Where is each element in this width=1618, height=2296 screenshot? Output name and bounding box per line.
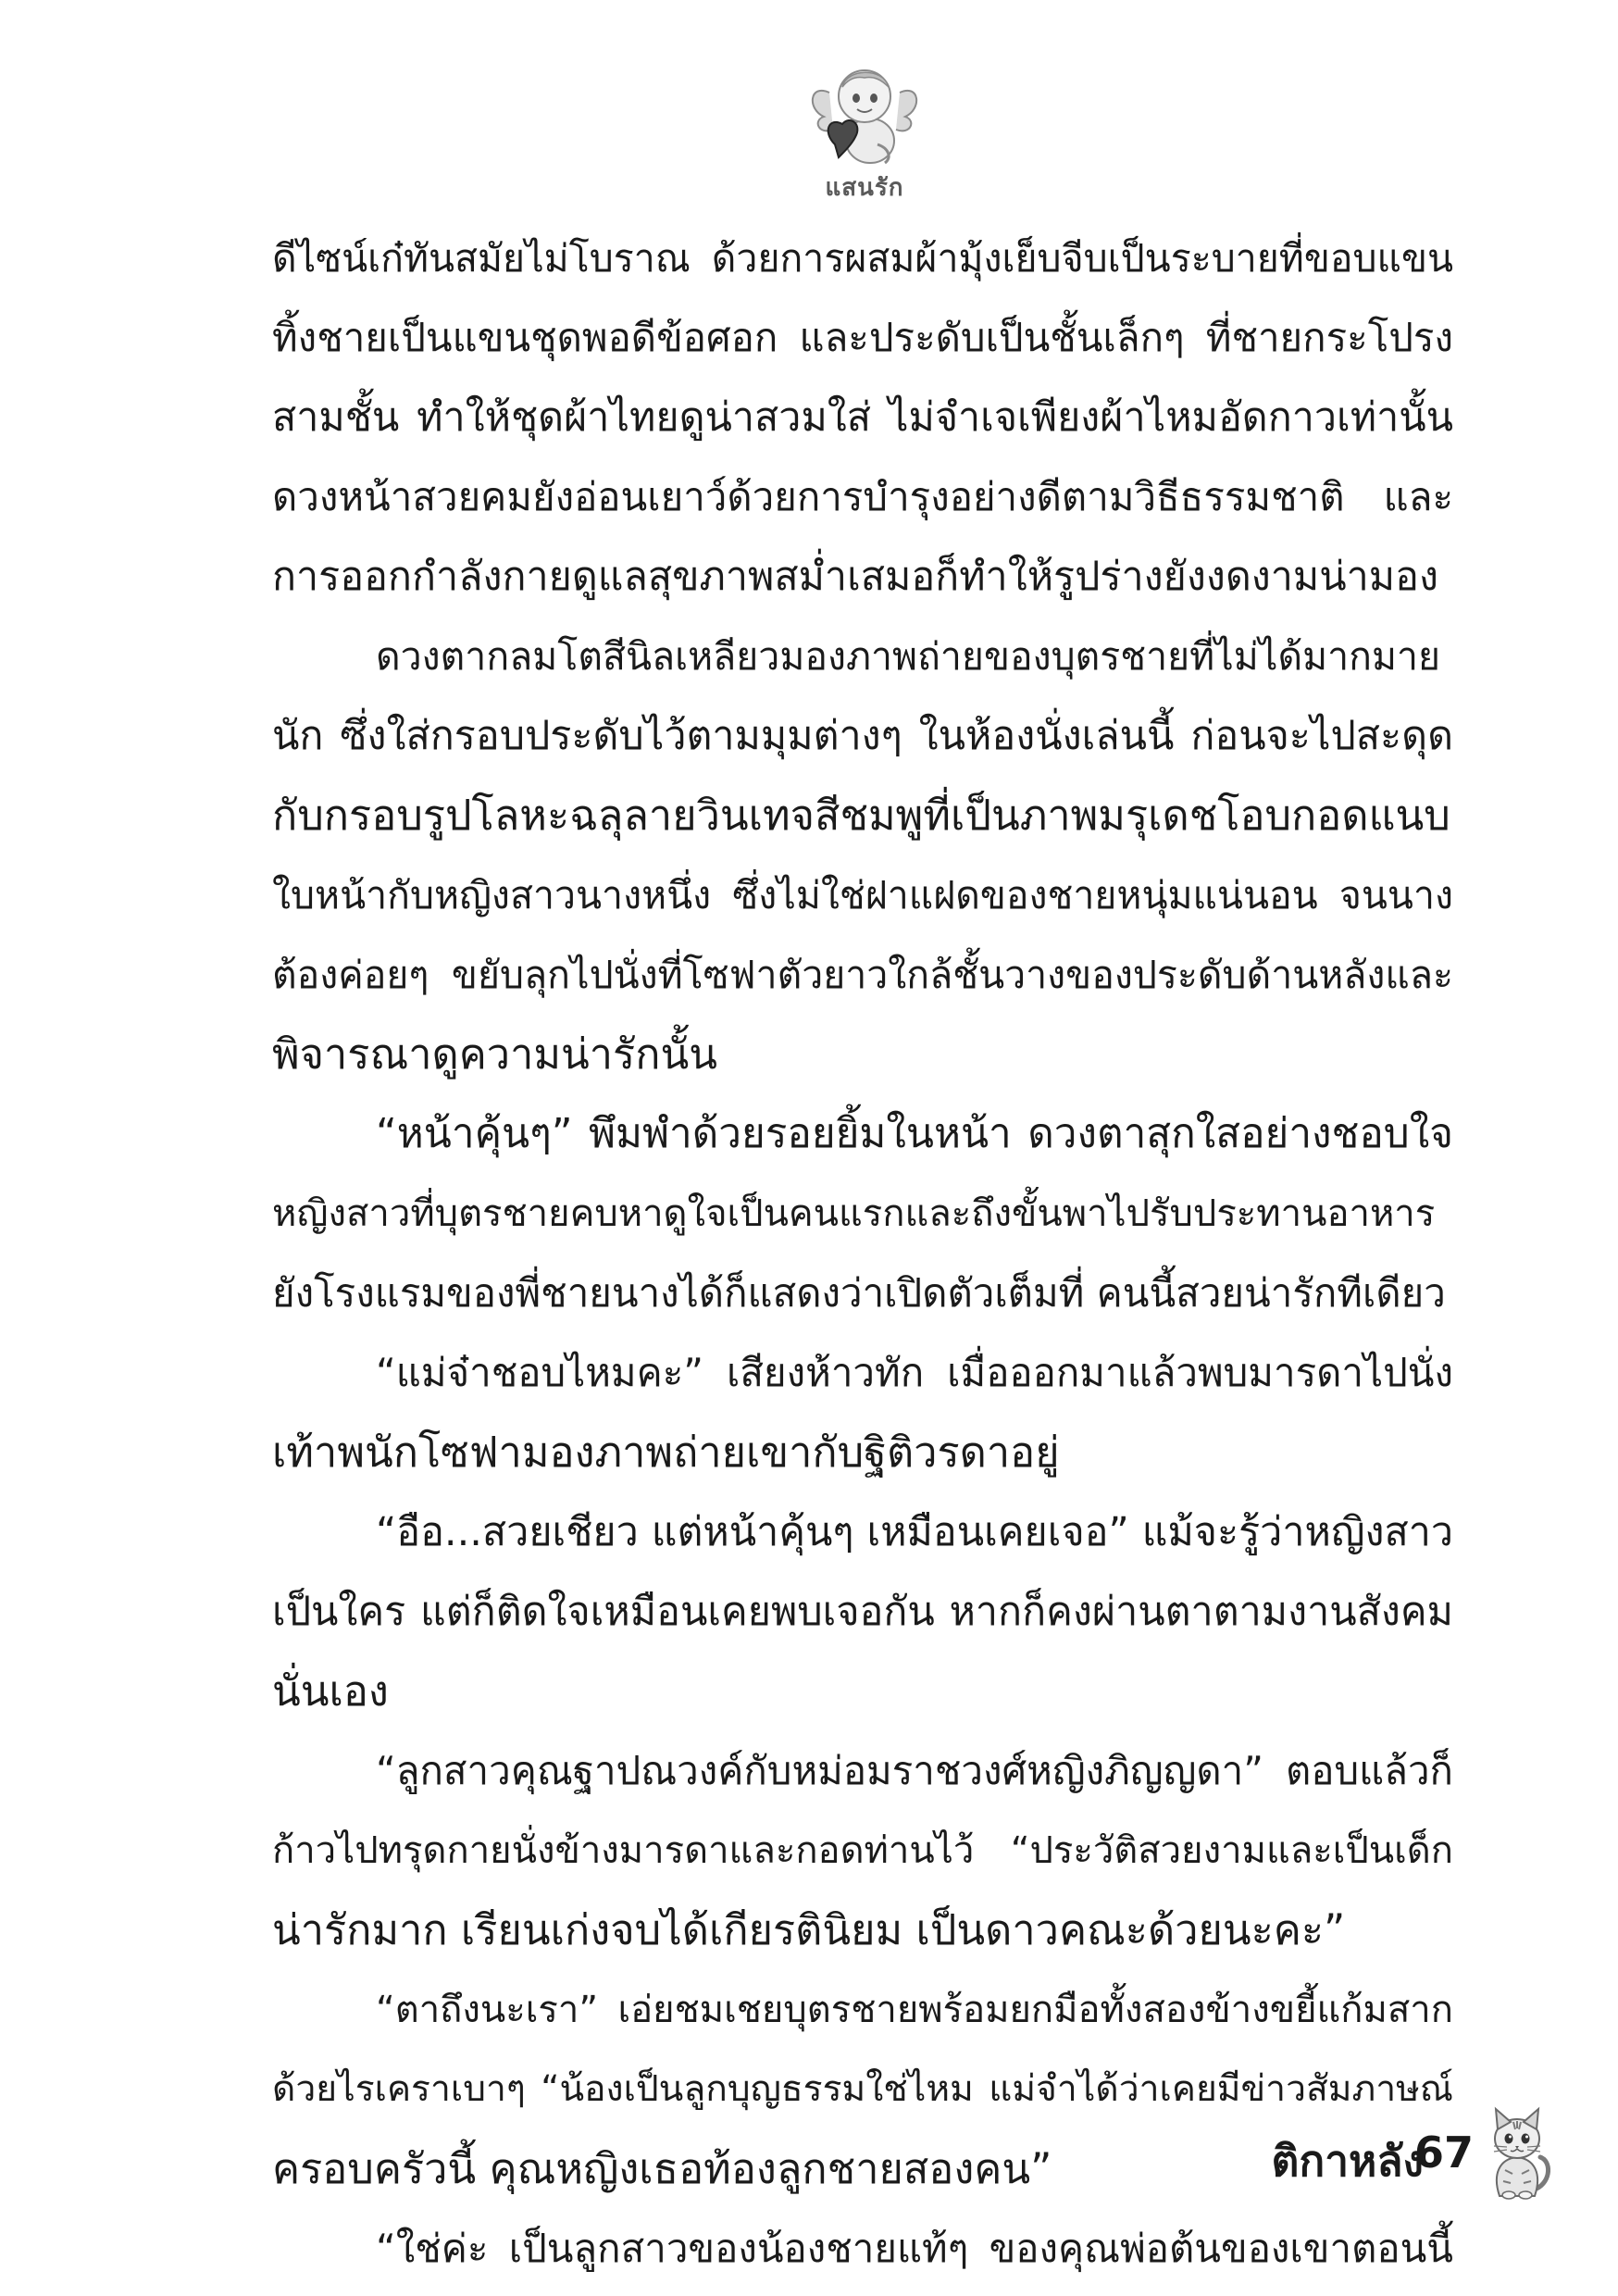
cat-icon: [1483, 2103, 1551, 2200]
text-line: ก้าวไปทรุดกายนั่งข้างมารดาและกอดท่านไว้ “ประวัติสวยงามและเป็นเด็ก: [272, 1829, 1453, 1872]
text-line: เป็นใคร แต่ก็ติดใจเหมือนเคยพบเจอกัน หากก็คงผ่านตาตามงานสังคม: [272, 1589, 1453, 1635]
body-text: [272, 218, 1453, 2289]
text-line: การออกกำลังกายดูแลสุขภาพสม่ำเสมอก็ทำให้รูปร่างยังงดงามน่ามอง: [272, 554, 1438, 600]
text-line: หญิงสาวที่บุตรชายคบหาดูใจเป็นคนแรกและถึงขั้นพาไปรับประทานอาหาร: [272, 1192, 1436, 1235]
page-footer: [1166, 2100, 1555, 2211]
text-line: พิจารณาดูความน่ารักนั้น: [272, 1029, 717, 1079]
book-title: ติกาหลัง: [1271, 2136, 1424, 2186]
text-line: นั่นเอง: [272, 1666, 389, 1716]
text-line: ดวงตากลมโตสีนิลเหลียวมองภาพถ่ายของบุตรชายที่ไม่ได้มากมาย: [376, 634, 1441, 679]
text-line: ด้วยไรเคราเบาๆ “น้องเป็นลูกบุญธรรมใช่ไหม แม่จำได้ว่าเคยมีข่าวสัมภาษณ์: [272, 2068, 1453, 2110]
logo-text: แสนรัก: [825, 174, 904, 202]
text-line: “ตาถึงนะเรา” เอ่ยชมเชยบุตรชายพร้อมยกมือทั้งสองข้างขยี้แก้มสาก: [376, 1989, 1453, 2031]
text-line: ดวงหน้าสวยคมยังอ่อนเยาว์ด้วยการบำรุงอย่างดีตามวิธีธรรมชาติ และ: [272, 474, 1453, 519]
text-line: สามชั้น ทำให้ชุดผ้าไทยดูน่าสวมใส่ ไม่จำเจเพียงผ้าไหมอัดกาวเท่านั้น: [272, 394, 1453, 441]
cherub-with-heart-icon: [803, 56, 926, 176]
text-line: กับกรอบรูปโลหะฉลุลายวินเทจสีชมพูที่เป็นภาพมรุเดชโอบกอดแนบ: [272, 791, 1450, 840]
page-number: 67: [1413, 2128, 1474, 2177]
text-line: ยังโรงแรมของพี่ชายนางได้ก็แสดงว่าเปิดตัวเต็มที่ คนนี้สวยน่ารักทีเดียว: [272, 1270, 1446, 1316]
text-line: ทิ้งชายเป็นแขนชุดพอดีข้อศอก และประดับเป็นชั้นเล็กๆ ที่ชายกระโปรง: [272, 315, 1453, 360]
header-logo: [803, 56, 926, 204]
text-line: นัก ซึ่งใส่กรอบประดับไว้ตามมุมต่างๆ ในห้องนั่งเล่นนี้ ก่อนจะไปสะดุด: [272, 713, 1453, 759]
text-line: ใบหน้ากับหญิงสาวนางหนึ่ง ซึ่งไม่ใช่ฝาแฝดของชายหนุ่มแน่นอน จนนาง: [272, 873, 1453, 917]
text-line: “ใช่ค่ะ เป็นลูกสาวของน้องชายแท้ๆ ของคุณพ่อต้นของเขาตอนนี้: [376, 2226, 1453, 2271]
text-line: ครอบครัวนี้ คุณหญิงเธอท้องลูกชายสองคน”: [272, 2144, 1052, 2193]
text-line: ดีไซน์เก๋ทันสมัยไม่โบราณ ด้วยการผสมผ้ามุ้งเย็บจีบเป็นระบายที่ขอบแขน: [272, 236, 1453, 281]
text-line: น่ารักมาก เรียนเก่งจบได้เกียรตินิยม เป็นดาวคณะด้วยนะคะ”: [272, 1905, 1346, 1954]
text-line: “ลูกสาวคุณฐาปณวงค์กับหม่อมราชวงศ์หญิงภิญญดา” ตอบแล้วก็: [376, 1748, 1453, 1793]
text-line: “แม่จ๋าชอบไหมคะ” เสียงห้าวทัก เมื่อออกมาแล้วพบมารดาไปนั่ง: [376, 1350, 1453, 1395]
text-line: ต้องค่อยๆ ขยับลุกไปนั่งที่โซฟาตัวยาวใกล้ชั้นวางของประดับด้านหลังและ: [272, 953, 1453, 997]
text-line: “อือ...สวยเชียว แต่หน้าคุ้นๆ เหมือนเคยเจอ” แม้จะรู้ว่าหญิงสาว: [376, 1509, 1453, 1555]
text-line: เท้าพนักโซฟามองภาพถ่ายเขากับฐิติวรดาอยู่: [272, 1428, 1060, 1477]
text-line: “หน้าคุ้นๆ” พึมพำด้วยรอยยิ้มในหน้า ดวงตาสุกใสอย่างชอบใจ: [376, 1110, 1453, 1157]
